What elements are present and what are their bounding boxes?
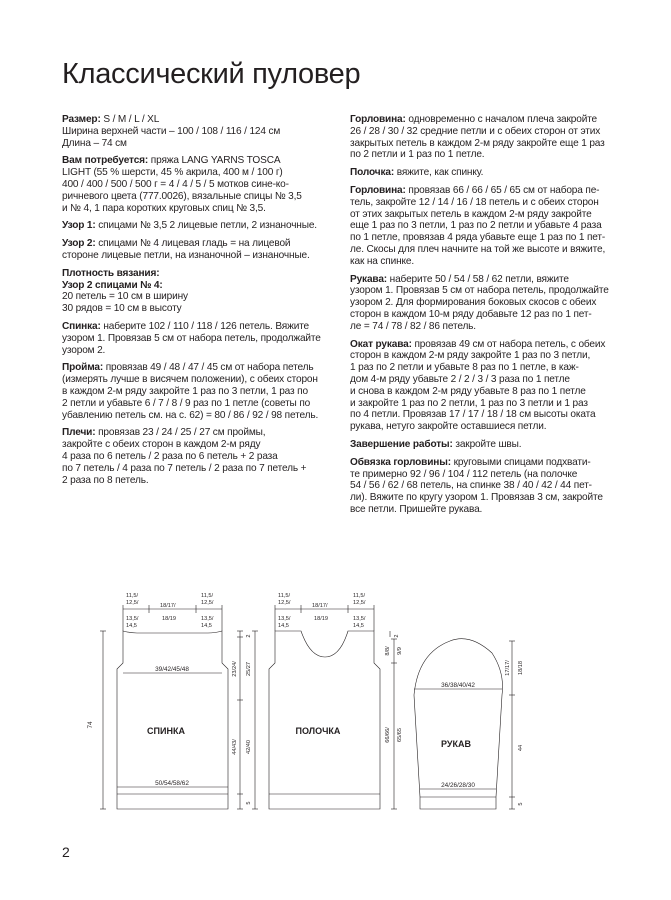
section-heading: Пройма:	[62, 362, 104, 374]
body-text: провязав 66 / 66 / 65 / 65 см от набора пе-	[405, 184, 600, 196]
text-line	[350, 220, 622, 232]
section-heading: Рукава:	[350, 273, 388, 285]
text-line	[350, 244, 622, 256]
instructions-right-column	[350, 114, 622, 522]
body-text: закрытых петель в каждом 2-м ряду закройте еще 1 раз	[350, 137, 605, 149]
front-shoulder-dim-left-4: 14,5	[278, 623, 289, 629]
section-heading: Окат рукава:	[350, 338, 412, 350]
text-line	[62, 451, 338, 463]
body-text: 4 раза по 6 петель / 2 раза по 6 петель + 2 раза	[62, 450, 278, 462]
body-text: в каждом 2-м ряду закройте 1 раз по 3 петли, 1 раз по	[62, 385, 308, 397]
front-length-to-neck-1: 66/66/	[385, 727, 391, 743]
back-right-dim-armhole-2: 25/27	[246, 662, 252, 676]
text-line	[62, 303, 338, 315]
body-text: 54 / 56 / 62 / 68 петель, на спинке 38 / 40 / 42 / 44 пет-	[350, 480, 592, 492]
body-text: 400 / 400 / 500 / 500 г = 4 / 4 / 5 / 5 мотков сине-ко-	[62, 178, 289, 190]
body-text: Ширина верхней части – 100 / 108 / 116 / 124 см	[62, 125, 281, 137]
section-heading: Плечи:	[62, 427, 96, 439]
back-shoulder-dim-right-1: 11,5/	[201, 593, 214, 599]
section-heading: Узор 2 спицами № 4:	[62, 279, 163, 291]
text-line	[350, 457, 622, 469]
front-shoulder-dim-left-3: 13,5/	[278, 616, 291, 622]
back-shoulder-dim-left-1: 11,5/	[126, 593, 139, 599]
text-line	[62, 427, 338, 439]
body-text: LIGHT (55 % шерсти, 45 % акрила, 400 м / 100 г)	[62, 167, 283, 179]
text-line	[62, 238, 338, 250]
front-neck-depth-2: 9/9	[397, 647, 403, 655]
back-shoulder-dim-right-4: 14,5	[201, 623, 212, 629]
front-shoulder-dim-right-4: 14,5	[353, 623, 364, 629]
text-line	[350, 439, 622, 451]
body-text: S / M / L / XL	[100, 114, 160, 125]
body-text: пряжа LANG YARNS TOSCA	[148, 155, 281, 167]
body-text: убавлению петель см. на с. 62) = 80 / 86 / 92 / 98 петель.	[62, 409, 319, 421]
text-line	[62, 439, 338, 451]
front-right-dim-neck: 2	[394, 634, 400, 638]
sleeve-cap-height-1: 17/17/	[505, 660, 511, 676]
sleeve-cap-height-2: 18/18	[518, 661, 524, 675]
text-line	[62, 126, 338, 138]
back-schematic	[100, 605, 243, 809]
body-text: и снова в каждом 2-м ряду убавьте 8 раз по 1 петле	[350, 385, 586, 397]
text-line	[62, 179, 338, 191]
instruction-paragraph	[62, 238, 338, 262]
front-neck-dim-1: 18/17/	[312, 603, 328, 609]
front-length-to-neck-2: 65/65	[397, 728, 403, 742]
body-text: рукава, нетуго закройте оставшиеся петли.	[350, 421, 547, 433]
body-text: по 4 петли. Провязав 17 / 17 / 18 / 18 см высоты оката	[350, 409, 596, 421]
instruction-paragraph	[350, 457, 622, 516]
text-line	[350, 469, 622, 481]
body-text: ли). Вяжите по кругу узором 1. Провязав 3 см, закройте	[350, 492, 603, 504]
back-right-dim-body-1: 44/43/	[232, 739, 238, 755]
text-line	[350, 274, 622, 286]
body-text: сторон в каждом 2-м ряду закройте 1 раз по 3 петли,	[350, 350, 591, 362]
back-shoulder-dim-right-2: 12,5/	[201, 600, 214, 606]
section-heading: Горловина:	[350, 114, 406, 125]
text-line	[350, 421, 622, 433]
section-heading: Узор 2:	[62, 238, 96, 250]
instruction-paragraph	[62, 268, 338, 315]
body-text: от этих закрытых петель в каждом 2-м ряду закройте	[350, 208, 592, 220]
text-line	[62, 321, 338, 333]
body-text: провязав 23 / 24 / 25 / 27 см проймы,	[95, 427, 266, 439]
body-text: узором 2.	[62, 344, 106, 356]
body-text: и закройте 1 раз по 2 петли, 1 раз по 3 петли и 1 раз	[350, 397, 588, 409]
body-text: стороне лицевые петли, на изнаночной – изнаночные.	[62, 249, 310, 261]
text-line	[350, 350, 622, 362]
back-shoulder-dim-right-3: 13,5/	[201, 616, 214, 622]
body-text: по 1 петле, провязав 4 ряда убавьте еще 1 раз по 1 пет-	[350, 232, 606, 244]
body-text: наберите 50 / 54 / 58 / 62 петли, вяжите	[387, 273, 569, 285]
front-neck-depth-1: 8/8/	[385, 646, 391, 656]
section-heading: Вам потребуется:	[62, 155, 149, 167]
text-line	[350, 114, 622, 126]
instruction-paragraph	[350, 274, 622, 333]
text-line	[62, 410, 338, 422]
back-length: 74	[87, 721, 94, 729]
sleeve-labels	[441, 660, 524, 806]
sleeve-label: РУКАВ	[441, 739, 471, 749]
body-text: по 7 петель / 4 раза по 7 петель / 2 раза по 7 петель +	[62, 462, 307, 474]
body-text: 30 рядов = 10 см в высоту	[62, 303, 182, 315]
front-shoulder-dim-left-1: 11,5/	[278, 593, 291, 599]
instruction-paragraph	[350, 167, 622, 179]
body-text: еще 1 раз по 3 петли, 1 раз по 2 петли и убавьте 4 раза	[350, 220, 602, 232]
text-line	[350, 374, 622, 386]
back-labels	[87, 593, 252, 805]
text-line	[350, 297, 622, 309]
instruction-paragraph	[350, 114, 622, 161]
body-text: вяжите, как спинку.	[394, 167, 484, 179]
section-heading: Горловина:	[350, 184, 406, 196]
instruction-paragraph	[62, 321, 338, 356]
body-text: провязав 49 см от набора петель, с обеих	[411, 338, 606, 350]
text-line	[62, 250, 338, 262]
body-text: (измерять лучше в висячем положении), с обеих сторон	[62, 374, 318, 386]
sleeve-cuff: 5	[518, 802, 524, 806]
text-line	[350, 256, 622, 268]
text-line	[62, 155, 338, 167]
body-text: круговыми спицами подхвати-	[450, 456, 591, 468]
text-line	[350, 167, 622, 179]
body-text: узором 1. Провязав 5 см от набора петель, продолжайте	[350, 285, 609, 297]
body-text: спицами № 4 лицевая гладь = на лицевой	[95, 238, 291, 250]
text-line	[350, 209, 622, 221]
front-shoulder-dim-right-2: 12,5/	[353, 600, 366, 606]
body-text: закройте швы.	[452, 438, 522, 450]
back-neck-dim-2: 18/19	[162, 616, 176, 622]
text-line	[62, 345, 338, 357]
body-text: 2 петли и убавьте 6 / 7 / 8 / 9 раз по 1 петле (советы по	[62, 397, 311, 409]
body-text: все петли. Пришейте рукава.	[350, 503, 483, 515]
section-heading: Плотность вязания:	[62, 267, 160, 279]
body-text: ле = 74 / 78 / 82 / 86 петель.	[350, 320, 476, 332]
front-neck-dim-2: 18/19	[314, 616, 328, 622]
body-text: 26 / 28 / 30 / 32 средние петли и с обеих сторон от этих	[350, 125, 601, 137]
text-line	[62, 475, 338, 487]
text-line	[350, 197, 622, 209]
back-neck-dim-1: 18/17/	[160, 603, 176, 609]
front-labels	[278, 593, 403, 743]
instruction-paragraph	[350, 339, 622, 433]
body-text: спицами № 3,5 2 лицевые петли, 2 изнаночные.	[95, 220, 317, 232]
text-line	[350, 309, 622, 321]
body-text: ле. Скосы для плеч начните на той же высоте и вяжите,	[350, 243, 606, 255]
body-text: те примерно 92 / 96 / 104 / 112 петель (на полочке	[350, 468, 578, 480]
body-text: узором 1. Провязав 5 см от набора петель, продолжайте	[62, 332, 321, 344]
body-text: одновременно с началом плеча закройте	[405, 114, 598, 125]
back-right-dim-neck: 2	[246, 634, 252, 638]
front-label: ПОЛОЧКА	[295, 726, 341, 736]
text-line	[350, 232, 622, 244]
back-right-dim-armhole-1: 23/24/	[232, 661, 238, 677]
section-heading: Завершение работы:	[350, 438, 453, 450]
instructions-left-column	[62, 114, 338, 492]
text-line	[350, 480, 622, 492]
text-line	[350, 321, 622, 333]
sleeve-length: 44	[518, 744, 524, 752]
text-line	[62, 114, 338, 126]
text-line	[350, 362, 622, 374]
section-heading: Обвязка горловины:	[350, 456, 451, 468]
text-line	[350, 386, 622, 398]
body-text: дом 4-м ряду убавьте 2 / 2 / 3 / 3 раза по 1 петле	[350, 373, 570, 385]
body-text: узором 2. Для формирования боковых скосов с обеих	[350, 297, 597, 309]
page-number: 2	[62, 844, 70, 860]
text-line	[62, 362, 338, 374]
text-line	[350, 504, 622, 516]
text-line	[62, 268, 338, 280]
body-text: закройте с обеих сторон в каждом 2-м ряду	[62, 439, 261, 451]
text-line	[62, 291, 338, 303]
instruction-paragraph	[62, 220, 338, 232]
body-text: по 2 петли и 1 раз по 1 петле.	[350, 149, 485, 161]
text-line	[350, 185, 622, 197]
section-heading: Полочка:	[350, 167, 395, 179]
body-text: сторон в каждом 10-м ряду добавьте 12 раз по 1 пет-	[350, 308, 592, 320]
text-line	[350, 285, 622, 297]
back-width-upper: 39/42/45/48	[155, 666, 189, 673]
back-width-lower: 50/54/58/62	[155, 780, 189, 787]
section-heading: Размер:	[62, 114, 101, 125]
text-line	[350, 398, 622, 410]
body-text: тель, закройте 12 / 14 / 16 / 18 петель и с обеих сторон	[350, 196, 599, 208]
sleeve-width-upper: 36/38/40/42	[441, 682, 475, 689]
front-schematic	[252, 605, 397, 809]
section-heading: Спинка:	[62, 320, 101, 332]
back-shoulder-dim-left-2: 12,5/	[126, 600, 139, 606]
text-line	[62, 386, 338, 398]
text-line	[62, 191, 338, 203]
body-text: провязав 49 / 48 / 47 / 45 см от набора петель	[103, 362, 314, 374]
front-shoulder-dim-right-3: 13,5/	[353, 616, 366, 622]
text-line	[62, 203, 338, 215]
text-line	[62, 167, 338, 179]
text-line	[62, 333, 338, 345]
body-text: 1 раз по 2 петли и убавьте 8 раз по 1 петле, в каж-	[350, 362, 579, 374]
back-shoulder-dim-left-4: 14,5	[126, 623, 137, 629]
body-text: как на спинке.	[350, 255, 415, 267]
text-line	[350, 149, 622, 161]
text-line	[350, 492, 622, 504]
back-shoulder-dim-left-3: 13,5/	[126, 616, 139, 622]
text-line	[62, 280, 338, 292]
body-text: Длина – 74 см	[62, 137, 127, 149]
instruction-paragraph	[62, 155, 338, 214]
text-line	[350, 339, 622, 351]
section-heading: Узор 1:	[62, 220, 96, 232]
front-shoulder-dim-left-2: 12,5/	[278, 600, 291, 606]
instruction-paragraph	[350, 185, 622, 268]
page-title: Классический пуловер	[62, 58, 361, 90]
text-line	[62, 220, 338, 232]
back-right-dim-body-2: 42/40	[246, 740, 252, 754]
text-line	[62, 138, 338, 150]
schematic-diagrams	[0, 575, 671, 815]
instruction-paragraph	[62, 427, 338, 486]
body-text: 20 петель = 10 см в ширину	[62, 291, 188, 303]
body-text: ричневого цвета (777.0026), вязальные спицы № 3,5	[62, 190, 302, 202]
back-right-dim-rib: 5	[246, 801, 252, 805]
instruction-paragraph	[62, 362, 338, 421]
body-text: 2 раза по 8 петель.	[62, 474, 149, 486]
text-line	[62, 463, 338, 475]
instruction-paragraph	[62, 114, 338, 149]
front-shoulder-dim-right-1: 11,5/	[353, 593, 366, 599]
text-line	[350, 409, 622, 421]
text-line	[350, 126, 622, 138]
back-label: СПИНКА	[147, 726, 185, 736]
sleeve-width-lower: 24/26/28/30	[441, 782, 475, 789]
text-line	[62, 374, 338, 386]
text-line	[350, 138, 622, 150]
body-text: наберите 102 / 110 / 118 / 126 петель. Вяжите	[100, 320, 310, 332]
instruction-paragraph	[350, 439, 622, 451]
body-text: и № 4, 1 пара коротких круговых спиц № 3,5.	[62, 202, 266, 214]
text-line	[62, 398, 338, 410]
